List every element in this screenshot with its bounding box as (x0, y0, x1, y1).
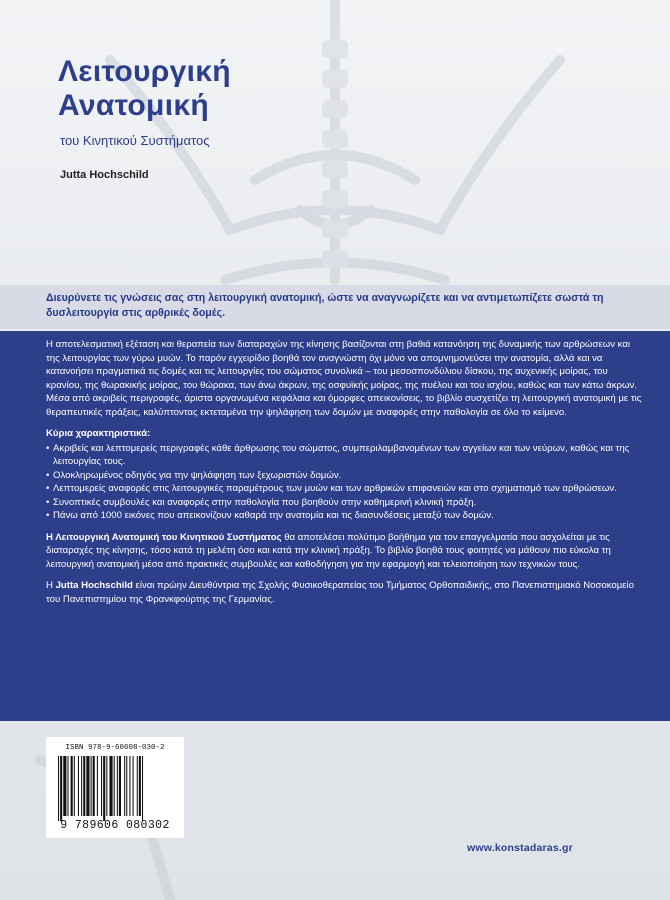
barcode-bar (71, 756, 73, 816)
feature-item: • Λεπτομερείς αναφορές στις λειτουργικές παραμέτρους των μυών και των αρθρικών επιφανειών και στο σχηματισμό των αρθρώσεων. (46, 482, 644, 496)
barcode-bar (93, 756, 95, 816)
features-heading: Κύρια χαρακτηριστικά: (46, 428, 151, 439)
publisher-website: www.konstadaras.gr (467, 842, 573, 854)
feature-item: • Ολοκληρωμένος οδηγός για την ψηλάφηση των ξεχωριστών δομών. (46, 469, 644, 483)
barcode-bar (139, 756, 141, 816)
barcode-bar (74, 756, 75, 816)
barcode-bar (60, 756, 62, 821)
author-bio-prefix: Η (46, 580, 56, 591)
barcode-bar (63, 756, 66, 816)
barcode-bar (97, 756, 98, 816)
book-title-line-2: Ανατομική (58, 89, 210, 122)
barcode-bar (106, 756, 107, 816)
barcode-bar (81, 756, 82, 816)
barcode-bars (58, 756, 172, 821)
barcode-bar (58, 756, 59, 821)
feature-item: • Πάνω από 1000 εικόνες που απεικονίζουν καθαρά την ανατομία και τις διασυνδέσεις μεταξύ των δομών. (46, 509, 644, 523)
feature-item: • Συνοπτικές συμβουλές και αναφορές στην παθολογία που βοηθούν στην καθημερινή κλινική πράξη. (46, 496, 644, 510)
features-list (46, 442, 644, 523)
barcode-bar (142, 756, 143, 821)
barcode-bar (126, 756, 127, 816)
barcode-bar (103, 756, 105, 821)
barcode-bar (119, 756, 121, 816)
feature-item: • Ακριβείς και λεπτομερείς περιγραφές κάθε άρθρωσης του σώματος, συμπεριλαμβανομένων των αγγείων και των νεύρων, καθώς και της λειτουργίας τους. (46, 442, 644, 469)
barcode-bar (117, 756, 118, 816)
barcode-bar (91, 756, 92, 816)
isbn-barcode (46, 737, 184, 838)
barcode-bar (83, 756, 85, 816)
book-value-bold: Η Λειτουργική Ανατομική του Κινητικού Συστήματος (46, 531, 282, 543)
author-bio-text: είναι πρώην Διευθύντρια της Σχολής Φυσικοθεραπείας του Τμήματος Ορθοπαιδικής, στο Πανεπιστημιακό Νοσοκομείο του Πανεπιστημίου της Φρανκφούρτης της Γερμανίας. (46, 580, 635, 605)
book-subtitle: του Κινητικού Συστήματος (60, 133, 210, 148)
barcode-bar (133, 756, 134, 816)
barcode-bar (129, 756, 130, 816)
author-bio-paragraph (46, 579, 644, 606)
barcode-bar (86, 756, 89, 816)
isbn-label: ISBN 978-9-60608-030-2 (65, 744, 165, 752)
book-value-text: θα αποτελέσει πολύτιμο βοήθημα για τον επαγγελματία που ασχολείται με τις διαταραχές της κίνησης, τόσο κατά τη μελέτη όσο και κατά την κλινική πράξη. Το βιβλίο βοηθά τους φοιτητές να μάθουν πιο εύκολα τη λειτουργική ανατομική μέσα από πρακτικές συμβουλές και καθοδήγηση για την εφαρμογή και τελειοποίηση των τεχνικών τους. (46, 531, 611, 570)
book-value-paragraph (46, 531, 644, 572)
barcode-bar (78, 756, 79, 816)
intro-paragraph: Η αποτελεσματική εξέταση και θεραπεία των διαταραχών της κίνησης βασίζονται στη βαθιά κατανόηση της δυναμικής των αρθρώσεων και της λειτουργίας των γύρω μυών. Το παρόν εγχειρίδιο βοηθά τον αναγνώστη όχι μόνο να απομνημονεύσει την ανατομία, αλλά και να κατανοήσει πραγματικά τις δομές και τις λειτουργίες του σώματος συνολικά – του μεσοσπονδύλιου δίσκου, της αυχενικής μοίρας, του κρανίου, της θωρακικής μοίρας, του θώρακα, των άνω άκρων, της οσφυϊκής μοίρας, της πυέλου και του ισχίου, καθώς και των κάτω άκρων. Μέσα από ακριβείς περιγραφές, άριστα οργανωμένα κεφάλαια και όμορφες απεικονίσεις, το βιβλίο συσχετίζει τη λειτουργική ανατομική με τις θεραπευτικές πράξεις, καλύπτοντας εκτεταμένα την ψηλάφηση των δομών με αναφορές στην παθολογία σε όλο το κείμενο. (46, 339, 642, 418)
description-content (46, 338, 644, 614)
barcode-bar (109, 756, 112, 816)
barcode-bar (101, 756, 102, 816)
barcode-bar (114, 756, 115, 816)
author-bio-name: Jutta Hochschild (55, 580, 133, 591)
barcode-bar (124, 756, 125, 816)
book-author: Jutta Hochschild (60, 169, 149, 181)
barcode-bar (137, 756, 138, 816)
book-title (58, 55, 231, 123)
book-title-line-1: Λειτουργική (58, 55, 231, 88)
tagline-text: Διευρύνετε τις γνώσεις σας στη λειτουργική ανατομική, ώστε να αναγνωρίζετε και να αντιμετωπίζετε σωστά τη δυσλειτουργία στις αρθρικές δομές. (46, 292, 604, 319)
isbn-number: 9 789606 080302 (60, 819, 170, 832)
barcode-bar (67, 756, 68, 816)
